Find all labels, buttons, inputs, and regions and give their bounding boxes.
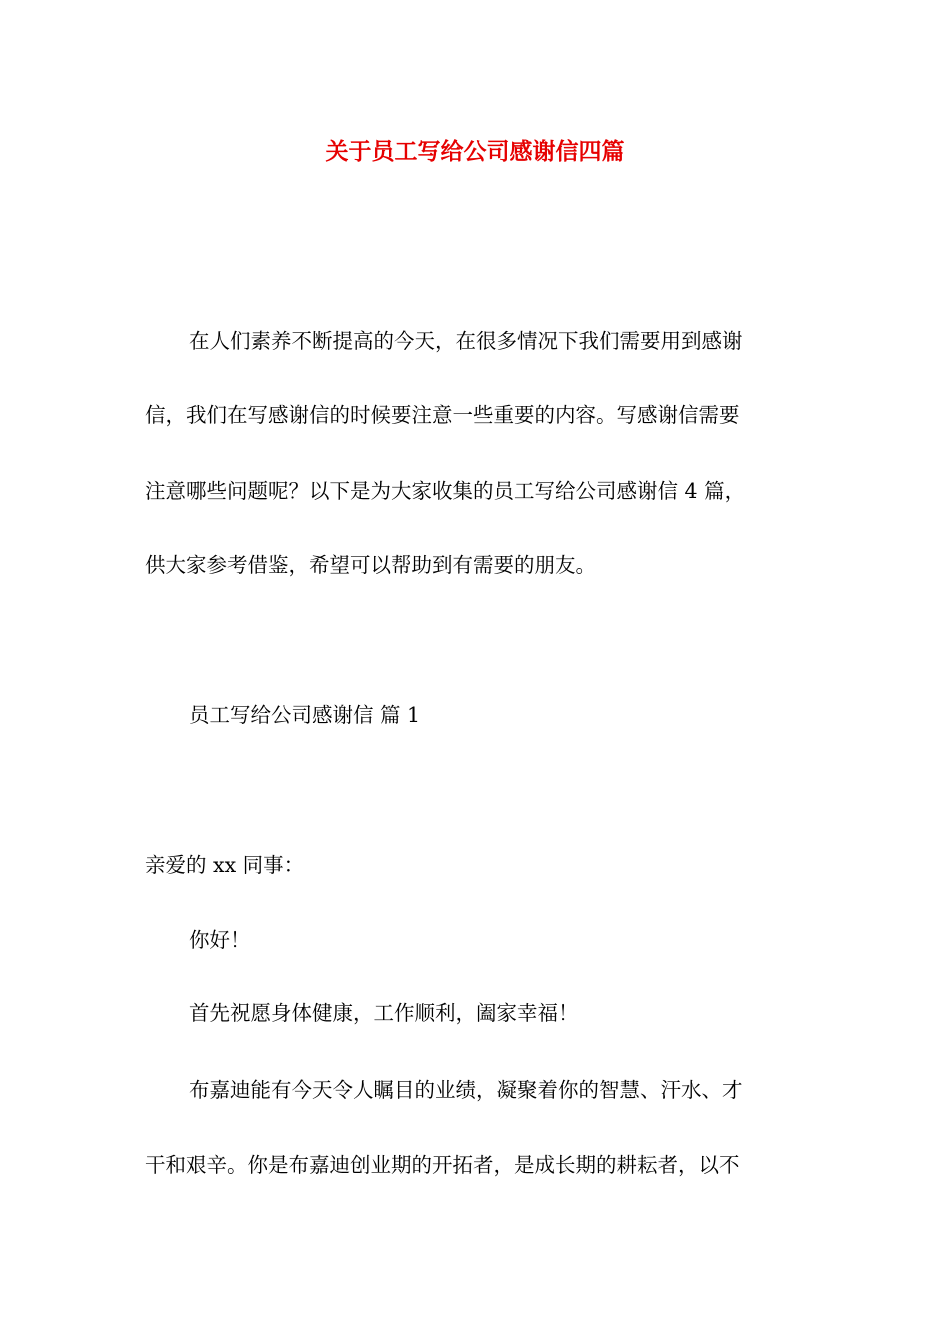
body-line-1: 布嘉迪能有今天令人瞩目的业绩，凝聚着你的智慧、汗水、才 — [189, 1078, 743, 1102]
intro-line-2: 信，我们在写感谢信的时候要注意一些重要的内容。写感谢信需要 — [145, 403, 740, 427]
document-title: 关于员工写给公司感谢信四篇 — [325, 138, 625, 165]
body-line-2: 干和艰辛。你是布嘉迪创业期的开拓者，是成长期的耕耘者，以不 — [145, 1153, 740, 1177]
intro-line-3: 注意哪些问题呢？以下是为大家收集的员工写给公司感谢信 4 篇， — [145, 479, 746, 503]
wish-line: 首先祝愿身体健康，工作顺利，阖家幸福！ — [189, 1001, 579, 1025]
intro-line-1: 在人们素养不断提高的今天，在很多情况下我们需要用到感谢 — [189, 329, 743, 353]
section-heading: 员工写给公司感谢信 篇 1 — [189, 703, 421, 727]
intro-line-4: 供大家参考借鉴，希望可以帮助到有需要的朋友。 — [145, 553, 596, 577]
greeting: 你好！ — [189, 928, 251, 952]
salutation: 亲爱的 xx 同事： — [145, 853, 305, 877]
